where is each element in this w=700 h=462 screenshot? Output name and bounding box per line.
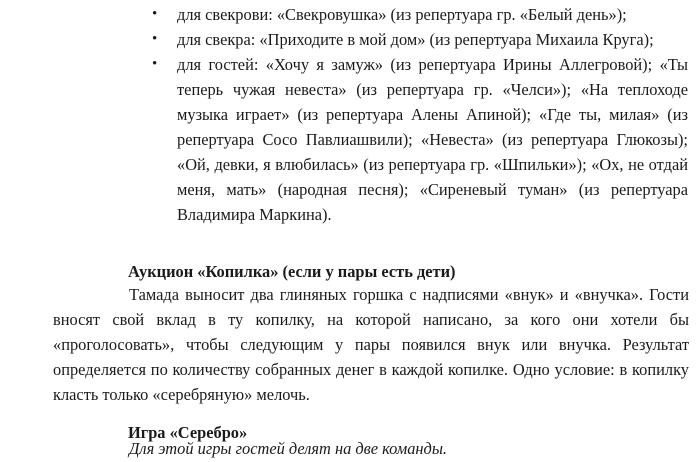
section-heading-game-silver: Игра «Серебро» [128,422,248,442]
bullet-point-icon: • [152,56,158,72]
section-heading-auction: Аукцион «Копилка» (если у пары есть дети) [128,261,456,281]
list-item [152,2,688,27]
section-italic-note-game-silver: Для этой игры гостей делят на две команды. [129,439,448,458]
list-item [152,27,688,52]
list-item [152,52,688,227]
list-item-text: для свекра: «Приходите в мой дом» (из репертуара Михаила Круга); [177,30,654,49]
section-paragraph-auction: Тамада выносит два глиняных горшка с надписями «внук» и «внучка». Гости вносят свой вклад в ту копилку, на которой написано, за кого они хотели бы «проголосовать», чтобы следующим у пары появился внук или внучка. Результат определяется по количеству собранных денег в каждой копилке. Одно условие: в копилку класть только «серебряную» мелочь. [53,285,689,404]
bullet-point-icon: • [152,6,158,22]
list-item-text: для гостей: «Хочу я замуж» (из репертуара Ирины Аллегровой); «Ты теперь чужая невеста» (из репертуара гр. «Челси»); «На теплоходе музыка играет» (из репертуара Алены Апиной); «Где ты, милая» (из репертуара Сосо Павлиашвили); «Невеста» (из репертуара Глюкозы); «Ой, девки, я влюбилась» (из репертуара гр. «Шпильки»); «Ох, не отдай меня, мать» (народная песня); «Сиреневый туман» (из репертуара Владимира Маркина). [177,55,688,224]
song-suggestions-list [152,2,688,227]
bullet-point-icon: • [152,31,158,47]
list-item-text: для свекрови: «Свекровушка» (из репертуара гр. «Белый день»); [177,5,627,24]
